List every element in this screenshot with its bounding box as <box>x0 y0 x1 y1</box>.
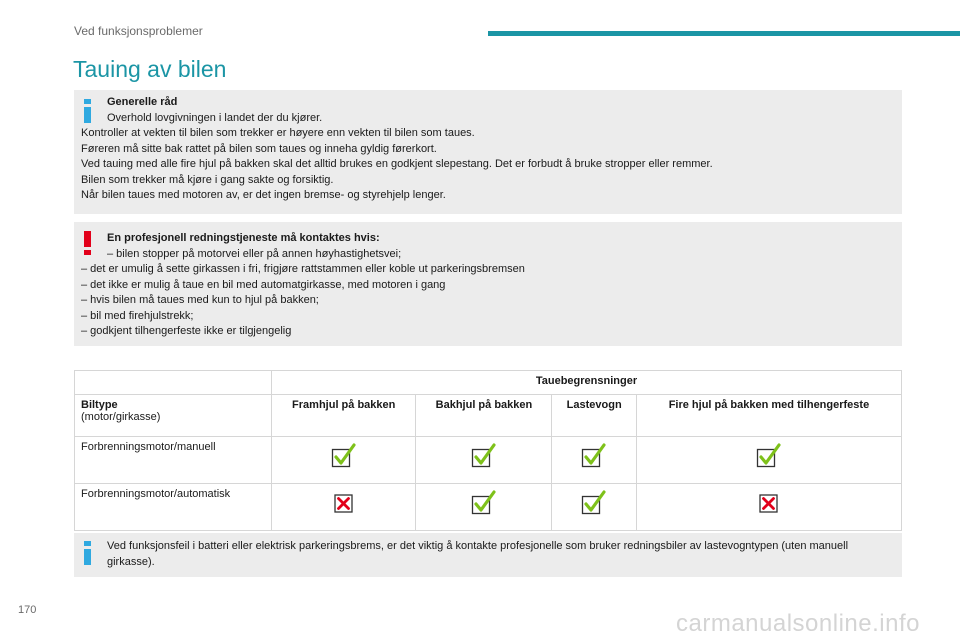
status-cell <box>636 484 901 531</box>
table-first-col-header <box>75 395 272 437</box>
status-cell <box>552 484 636 531</box>
battery-note-text: Ved funksjonsfeil i batteri eller elektrisk parkeringsbrems, er det viktig å kontakte profesjonelle som bruker redningsbiler av lastevogntypen (uten manuell girkasse). <box>107 540 849 568</box>
status-cell <box>636 437 901 484</box>
check-icon <box>471 490 497 516</box>
status-cell <box>416 484 552 531</box>
warning-item: – godkjent tilhengerfeste ikke er tilgjengelig <box>81 325 292 337</box>
advice-line: Når bilen taues med motoren av, er det ingen bremse- og styrehjelp lenger. <box>81 189 446 201</box>
column-header: Lastevogn <box>552 395 636 437</box>
status-cell <box>272 484 416 531</box>
page-title: Tauing av bilen <box>73 56 227 82</box>
page-number: 170 <box>18 604 37 616</box>
check-icon <box>756 443 782 469</box>
check-icon <box>581 490 607 516</box>
towing-restrictions-table <box>74 370 902 531</box>
status-cell <box>552 437 636 484</box>
table-row <box>75 437 902 484</box>
cross-icon <box>331 507 357 519</box>
check-icon <box>471 443 497 469</box>
check-icon <box>471 507 497 519</box>
battery-note-box <box>74 533 902 577</box>
table-empty-cell <box>75 371 272 395</box>
warning-item: – bilen stopper på motorvei eller på annen høyhastighetsvei; <box>107 247 402 260</box>
warning-item: – bil med firehjulstrekk; <box>81 309 194 322</box>
cross-icon <box>756 507 782 519</box>
status-cell <box>416 437 552 484</box>
info-icon <box>84 541 91 565</box>
cross-icon <box>331 490 357 516</box>
advice-line: Føreren må sitte bak rattet på bilen som taues og inneha gyldig førerkort. <box>81 142 437 155</box>
row-label: Forbrenningsmotor/automatisk <box>75 484 272 531</box>
warning-item: – det er umulig å sette girkassen i fri, frigjøre rattstammen eller koble ut parkeringsbremsen <box>81 263 525 275</box>
professional-service-box <box>74 222 902 346</box>
advice-line: Kontroller at vekten til bilen som trekker er høyere enn vekten til bilen som taues. <box>81 127 475 139</box>
column-header: Bakhjul på bakken <box>416 395 552 437</box>
cross-icon <box>756 490 782 516</box>
check-icon <box>331 443 357 469</box>
general-advice-title: Generelle råd <box>107 96 178 108</box>
header-accent-bar <box>488 31 960 36</box>
check-icon <box>581 443 607 469</box>
column-header: Fire hjul på bakken med tilhengerfeste <box>636 395 901 437</box>
column-header: Framhjul på bakken <box>272 395 416 437</box>
advice-line: Ved tauing med alle fire hjul på bakken skal det alltid brukes en godkjent slepestang. Det er forbudt å bruke stropper eller remmer. <box>81 158 713 170</box>
advice-line: Overhold lovgivningen i landet der du kjører. <box>107 111 323 124</box>
vehicle-type-header: Biltype <box>81 399 118 411</box>
general-advice-box <box>74 90 902 214</box>
warning-item: – hvis bilen må taues med kun to hjul på bakken; <box>81 294 319 306</box>
check-icon <box>581 507 607 519</box>
advice-line: Bilen som trekker må kjøre i gang sakte og forsiktig. <box>81 173 334 186</box>
status-cell <box>272 437 416 484</box>
check-icon <box>331 460 357 472</box>
watermark: carmanualsonline.info <box>676 610 920 637</box>
warning-title: En profesjonell redningstjeneste må kontaktes hvis: <box>107 232 380 244</box>
section-header: Ved funksjonsproblemer <box>74 24 203 38</box>
check-icon <box>471 460 497 472</box>
table-group-header: Tauebegrensninger <box>272 371 902 395</box>
check-icon <box>756 460 782 472</box>
vehicle-type-subheader: (motor/girkasse) <box>81 411 161 423</box>
warning-item: – det ikke er mulig å taue en bil med automatgirkasse, med motoren i gang <box>81 278 446 291</box>
check-icon <box>581 460 607 472</box>
row-label: Forbrenningsmotor/manuell <box>75 437 272 484</box>
table-row <box>75 484 902 531</box>
